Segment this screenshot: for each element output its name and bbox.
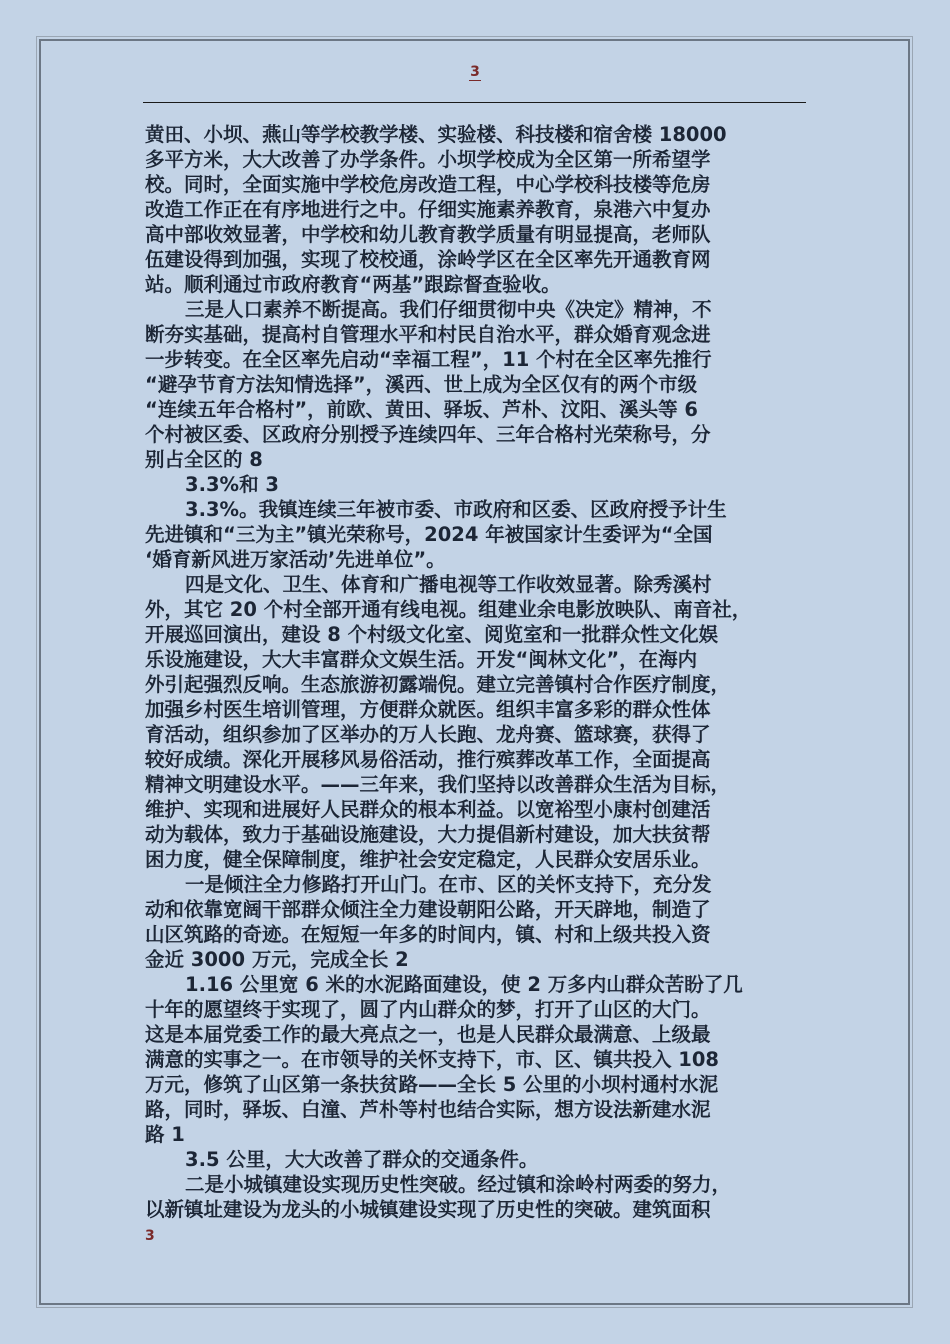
text-line: 动为载体，致力于基础设施建设，大力提倡新村建设，加大扶贫帮 xyxy=(145,823,711,846)
text-line: 乐设施建设，大大丰富群众文娱生活。开发“闽林文化”，在海内 xyxy=(145,648,698,671)
text-line: 3.3%。我镇连续三年被市委、市政府和区委、区政府授予计生 xyxy=(185,498,727,521)
header-page-number: 3 xyxy=(470,64,480,80)
text-line: 困力度，健全保障制度，维护社会安定稳定，人民群众安居乐业。 xyxy=(145,848,711,871)
text-line: 加强乡村医生培训管理，方便群众就医。组织丰富多彩的群众性体 xyxy=(145,698,711,721)
text-line: 3.5 公里，大大改善了群众的交通条件。 xyxy=(185,1148,539,1171)
text-line: 伍建设得到加强，实现了校校通，涂岭学区在全区率先开通教育网 xyxy=(145,248,711,271)
text-line: 别占全区的 8 xyxy=(145,448,263,471)
text-line: 路，同时，驿坂、白潼、芦朴等村也结合实际，想方设法新建水泥 xyxy=(145,1098,711,1121)
text-line: 四是文化、卫生、体育和广播电视等工作收效显著。除秀溪村 xyxy=(185,573,712,596)
text-line: 个村被区委、区政府分别授予连续四年、三年合格村光荣称号，分 xyxy=(145,423,711,446)
text-line: 高中部收效显著，中学校和幼儿教育教学质量有明显提高，老师队 xyxy=(145,223,711,246)
text-line: 一是倾注全力修路打开山门。在市、区的关怀支持下，充分发 xyxy=(185,873,712,896)
text-line: 1.16 公里宽 6 米的水泥路面建设，使 2 万多内山群众苦盼了几 xyxy=(185,973,743,996)
text-line: 山区筑路的奇迹。在短短一年多的时间内，镇、村和上级共投入资 xyxy=(145,923,711,946)
text-line: 万元，修筑了山区第一条扶贫路——全长 5 公里的小坝村通村水泥 xyxy=(145,1073,719,1096)
text-line: 维护、实现和进展好人民群众的根本利益。以宽裕型小康村创建活 xyxy=(145,798,711,821)
footer-page-number: 3 xyxy=(145,1228,155,1244)
text-line: 多平方米，大大改善了办学条件。小坝学校成为全区第一所希望学 xyxy=(145,148,711,171)
text-line: 一步转变。在全区率先启动“幸福工程”，11 个村在全区率先推行 xyxy=(145,348,712,371)
text-line: ‘婚育新风进万家活动’先进单位”。 xyxy=(145,548,446,571)
text-line: 满意的实事之一。在市领导的关怀支持下，市、区、镇共投入 108 xyxy=(145,1048,719,1071)
text-line: 动和依靠宽阔干部群众倾注全力建设朝阳公路，开天辟地，制造了 xyxy=(145,898,711,921)
text-line: 外引起强烈反响。生态旅游初露端倪。建立完善镇村合作医疗制度， xyxy=(145,673,731,696)
text-line: 育活动，组织参加了区举办的万人长跑、龙舟赛、篮球赛，获得了 xyxy=(145,723,711,746)
text-line: 站。顺利通过市政府教育“两基”跟踪督查验收。 xyxy=(145,273,561,296)
text-line: “连续五年合格村”，前欧、黄田、驿坂、芦朴、汶阳、溪头等 6 xyxy=(145,398,698,421)
text-line: 较好成绩。深化开展移风易俗活动，推行殡葬改革工作，全面提高 xyxy=(145,748,711,771)
text-line: 二是小城镇建设实现历史性突破。经过镇和涂岭村两委的努力， xyxy=(185,1173,732,1196)
text-line: 开展巡回演出，建设 8 个村级文化室、阅览室和一批群众性文化娱 xyxy=(145,623,719,646)
text-line: 十年的愿望终于实现了，圆了内山群众的梦，打开了山区的大门。 xyxy=(145,998,711,1021)
text-line: 黄田、小坝、燕山等学校教学楼、实验楼、科技楼和宿舍楼 18000 xyxy=(145,123,727,146)
text-line: 改造工作正在有序地进行之中。仔细实施素养教育，泉港六中复办 xyxy=(145,198,711,221)
text-line: 精神文明建设水平。——三年来，我们坚持以改善群众生活为目标， xyxy=(145,773,731,796)
body-text xyxy=(145,122,817,1222)
text-line: 这是本届党委工作的最大亮点之一，也是人民群众最满意、上级最 xyxy=(145,1023,711,1046)
text-line: “避孕节育方法知情选择”，溪西、世上成为全区仅有的两个市级 xyxy=(145,373,698,396)
text-line: 路 1 xyxy=(145,1123,185,1146)
text-line: 3.3%和 3 xyxy=(185,473,279,496)
text-line: 金近 3000 万元，完成全长 2 xyxy=(145,948,409,971)
text-line: 以新镇址建设为龙头的小城镇建设实现了历史性的突破。建筑面积 xyxy=(145,1198,711,1221)
header-divider xyxy=(143,102,806,103)
text-line: 先进镇和“三为主”镇光荣称号，2024 年被国家计生委评为“全国 xyxy=(145,523,713,546)
text-line: 断夯实基础，提高村自管理水平和村民自治水平，群众婚育观念进 xyxy=(145,323,711,346)
text-line: 三是人口素养不断提高。我们仔细贯彻中央《决定》精神，不 xyxy=(185,298,712,321)
text-line: 校。同时，全面实施中学校危房改造工程，中心学校科技楼等危房 xyxy=(145,173,711,196)
text-line: 外，其它 20 个村全部开通有线电视。组建业余电影放映队、南音社， xyxy=(145,598,752,621)
